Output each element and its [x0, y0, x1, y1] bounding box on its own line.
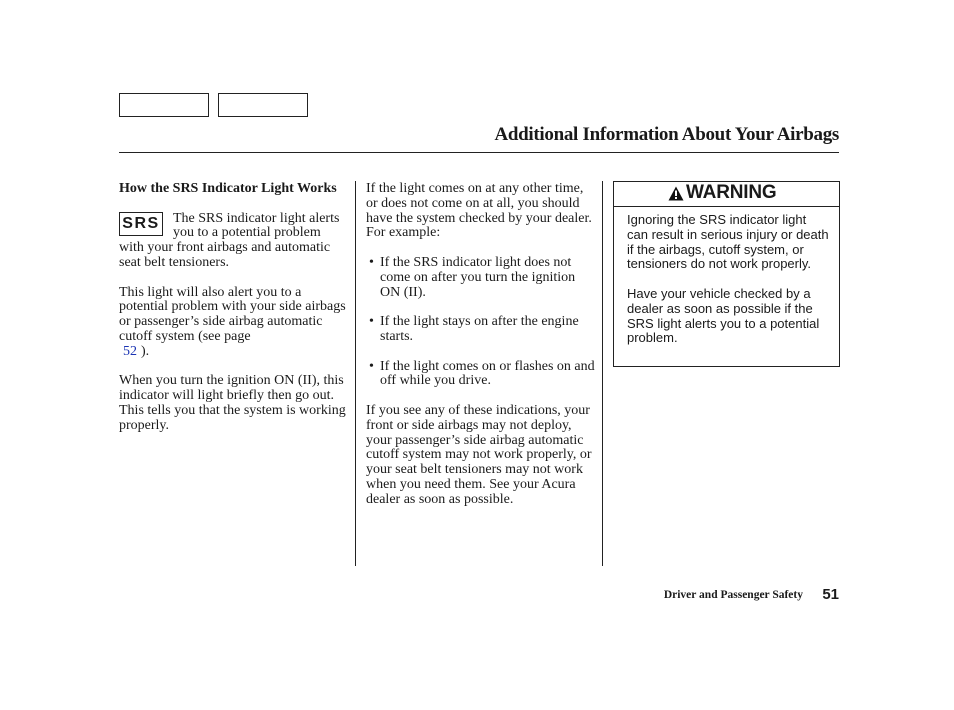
list-item-text: If the SRS indicator light does not come on after you turn the ignition ON (II). [380, 254, 576, 300]
list-item [366, 256, 596, 300]
column-left [119, 182, 349, 448]
srs-description: The SRS indicator light alerts you to a potential problem with your front airbags and automatic seat belt tensioners. [119, 210, 340, 270]
srs-paragraph [119, 212, 349, 271]
warning-triangle-icon [668, 186, 684, 201]
ignition-paragraph: When you turn the ignition ON (II), this indicator will light briefly then go out. This tells you that the system is working properly. [119, 373, 346, 433]
column-middle [366, 182, 596, 522]
title-rule [119, 152, 839, 153]
warning-header [614, 182, 839, 207]
footer-section: Driver and Passenger Safety [663, 589, 803, 601]
list-item-text: If the light comes on or flashes on and off while you drive. [380, 358, 595, 389]
list-item [366, 360, 596, 390]
column-divider [355, 181, 356, 566]
side-airbag-text-end: ). [141, 343, 150, 359]
nav-button-next[interactable] [218, 93, 308, 117]
nav-button-previous[interactable] [119, 93, 209, 117]
page-number: 51 [822, 586, 839, 603]
warning-title: WARNING [686, 182, 777, 203]
page-title: Additional Information About Your Airbags [494, 124, 839, 145]
side-airbag-text: This light will also alert you to a potential problem with your side airbags or passenger’s side airbag automatic cutoff system (see page [119, 284, 346, 344]
closing-paragraph: If you see any of these indications, your front or side airbags may not deploy, your passenger’s side airbag automatic cutoff system may not work properly, or your seat belt tensioners may not work when you need them. See your Acura dealer as soon as possible. [366, 402, 592, 507]
warning-box [613, 181, 840, 367]
bullet-icon: • [369, 254, 374, 270]
page-link[interactable]: 52 [123, 343, 137, 359]
list-item-text: If the light stays on after the engine starts. [380, 314, 579, 344]
warning-body [614, 207, 839, 346]
bullet-icon: • [369, 314, 374, 330]
bullet-icon: • [369, 358, 374, 374]
warning-text: Have your vehicle checked by a dealer as soon as possible if the SRS light alerts you to a potential problem. [627, 285, 820, 346]
side-airbag-paragraph [119, 286, 349, 360]
list-item [366, 315, 596, 345]
intro-paragraph: If the light comes on at any other time, or does not come on at all, you should have the system checked by your dealer. For example: [366, 181, 592, 241]
warning-text: Ignoring the SRS indicator light can result in serious injury or death if the airbags, cutoff system, or tensioners do not work properly. [627, 212, 829, 272]
section-heading: How the SRS Indicator Light Works [119, 181, 337, 196]
srs-indicator-icon: SRS [119, 212, 163, 236]
column-divider [602, 181, 603, 566]
